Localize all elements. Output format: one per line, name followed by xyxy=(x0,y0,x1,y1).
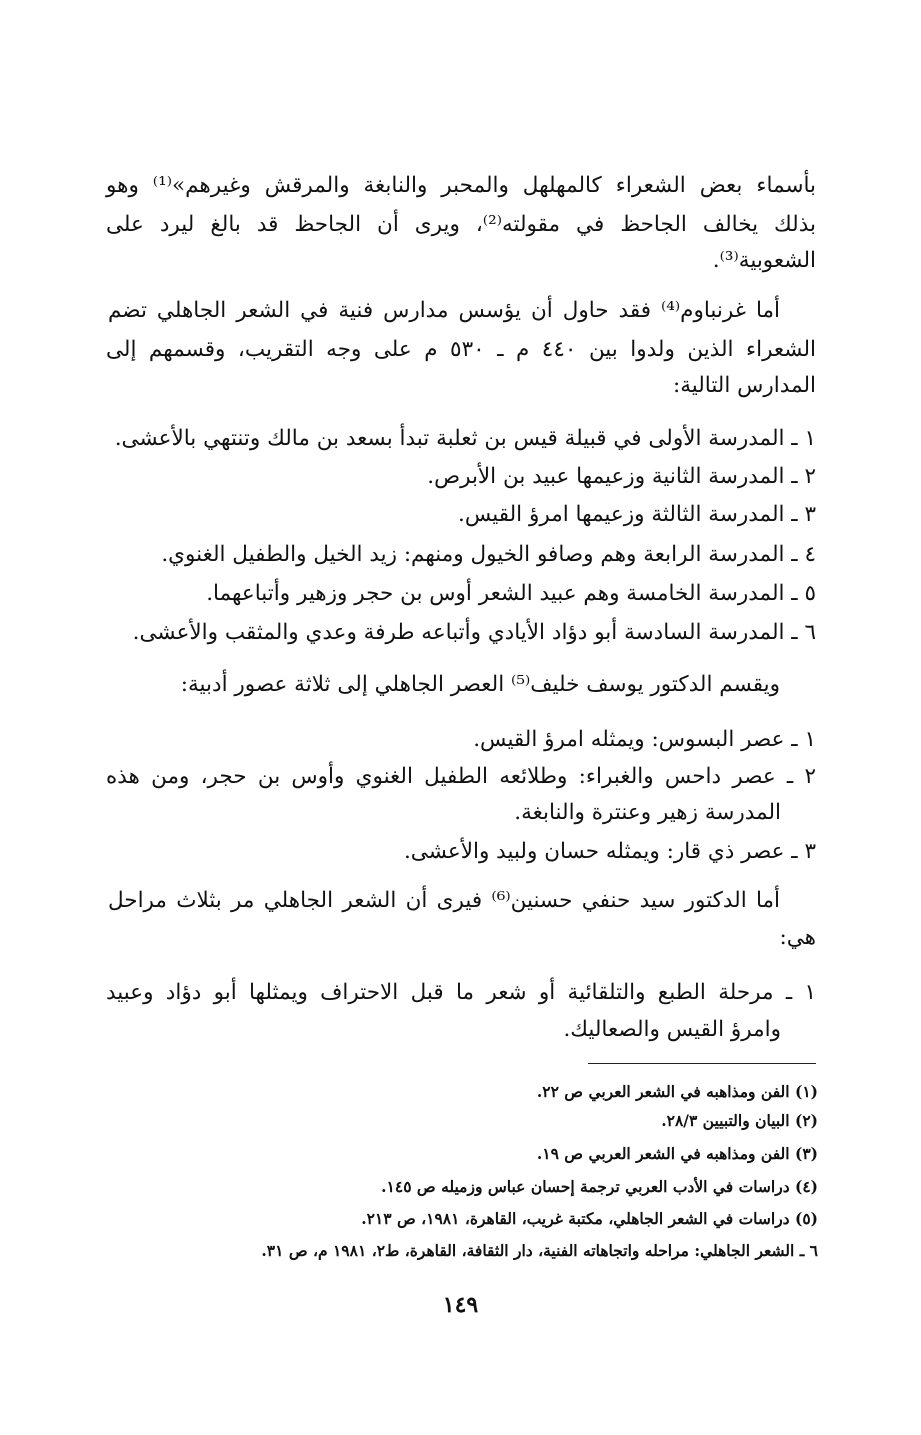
list-item: ١ ـ عصر البسوس: ويمثله امرؤ القيس. xyxy=(473,727,816,752)
body-line: الشعوبية⁽³⁾. xyxy=(712,248,816,273)
list-item: ٣ ـ عصر ذي قار: ويمثله حسان ولبيد والأعشى. xyxy=(403,839,816,864)
footnote: ٦ ـ الشعر الجاهلي: مراحله واتجاهاته الفنية، دار الثقافة، القاهرة، ط٢، ١٩٨١ م، ص ٣١. xyxy=(261,1241,818,1260)
list-item: ١ ـ مرحلة الطبع والتلقائية أو شعر ما قبل الاحتراف ويمثلها أبو دؤاد وعبيد xyxy=(106,980,816,1005)
body-line: بأسماء بعض الشعراء كالمهلهل والمحبر والنابغة والمرقش وغيرهم»⁽¹⁾ وهو xyxy=(106,173,816,198)
body-line: بذلك يخالف الجاحظ في مقولته⁽²⁾، ويرى أن الجاحظ قد بالغ ليرد على xyxy=(106,212,816,237)
list-item: ٢ ـ المدرسة الثانية وزعيمها عبيد بن الأبرص. xyxy=(427,464,816,489)
list-item-continuation: المدرسة زهير وعنترة والنابغة. xyxy=(514,800,781,825)
list-item-continuation: وامرؤ القيس والصعاليك. xyxy=(563,1017,781,1042)
list-item: ١ ـ المدرسة الأولى في قبيلة قيس بن ثعلبة تبدأ بسعد بن مالك وتنتهي بالأعشى. xyxy=(114,426,816,451)
list-item: ٢ ـ عصر داحس والغبراء: وطلائعه الطفيل الغنوي وأوس بن حجر، ومن هذه xyxy=(106,764,816,789)
list-item: ٤ ـ المدرسة الرابعة وهم وصافو الخيول ومنهم: زيد الخيل والطفيل الغنوي. xyxy=(161,542,816,567)
body-line: ويقسم الدكتور يوسف خليف⁽⁵⁾ العصر الجاهلي إلى ثلاثة عصور أدبية: xyxy=(180,672,780,697)
body-line: المدارس التالية: xyxy=(672,373,816,398)
body-line: أما غرنباوم⁽⁴⁾ فقد حاول أن يؤسس مدارس فنية في الشعر الجاهلي تضم xyxy=(108,298,780,323)
list-item: ٥ ـ المدرسة الخامسة وهم عبيد الشعر أوس بن حجر وزهير وأتباعهما. xyxy=(206,581,816,606)
footnote: (١) الفن ومذاهبه في الشعر العربي ص ٢٢. xyxy=(536,1082,818,1101)
footnote: (٣) الفن ومذاهبه في الشعر العربي ص ١٩. xyxy=(536,1144,818,1163)
footnote-separator xyxy=(588,1063,816,1064)
list-item: ٦ ـ المدرسة السادسة أبو دؤاد الأيادي وأتباعه طرفة وعدي والمثقب والأعشى. xyxy=(132,620,816,645)
body-line: الشعراء الذين ولدوا بين ٤٤٠ م ـ ٥٣٠ م على وجه التقريب، وقسمهم إلى xyxy=(106,337,817,362)
footnote: (٤) دراسات في الأدب العربي ترجمة إحسان عباس وزميله ص ١٤٥. xyxy=(381,1177,818,1196)
body-line: أما الدكتور سيد حنفي حسنين⁽⁶⁾ فيرى أن الشعر الجاهلي مر بثلاث مراحل xyxy=(108,888,781,913)
page-number: ١٤٩ xyxy=(442,1292,479,1318)
list-item: ٣ ـ المدرسة الثالثة وزعيمها امرؤ القيس. xyxy=(458,502,816,527)
footnote: (٢) البيان والتبيين ٢٨/٣. xyxy=(661,1111,818,1130)
body-line: هي: xyxy=(779,925,816,950)
footnote: (٥) دراسات في الشعر الجاهلي، مكتبة غريب، القاهرة، ١٩٨١، ص ٢١٣. xyxy=(361,1209,818,1228)
